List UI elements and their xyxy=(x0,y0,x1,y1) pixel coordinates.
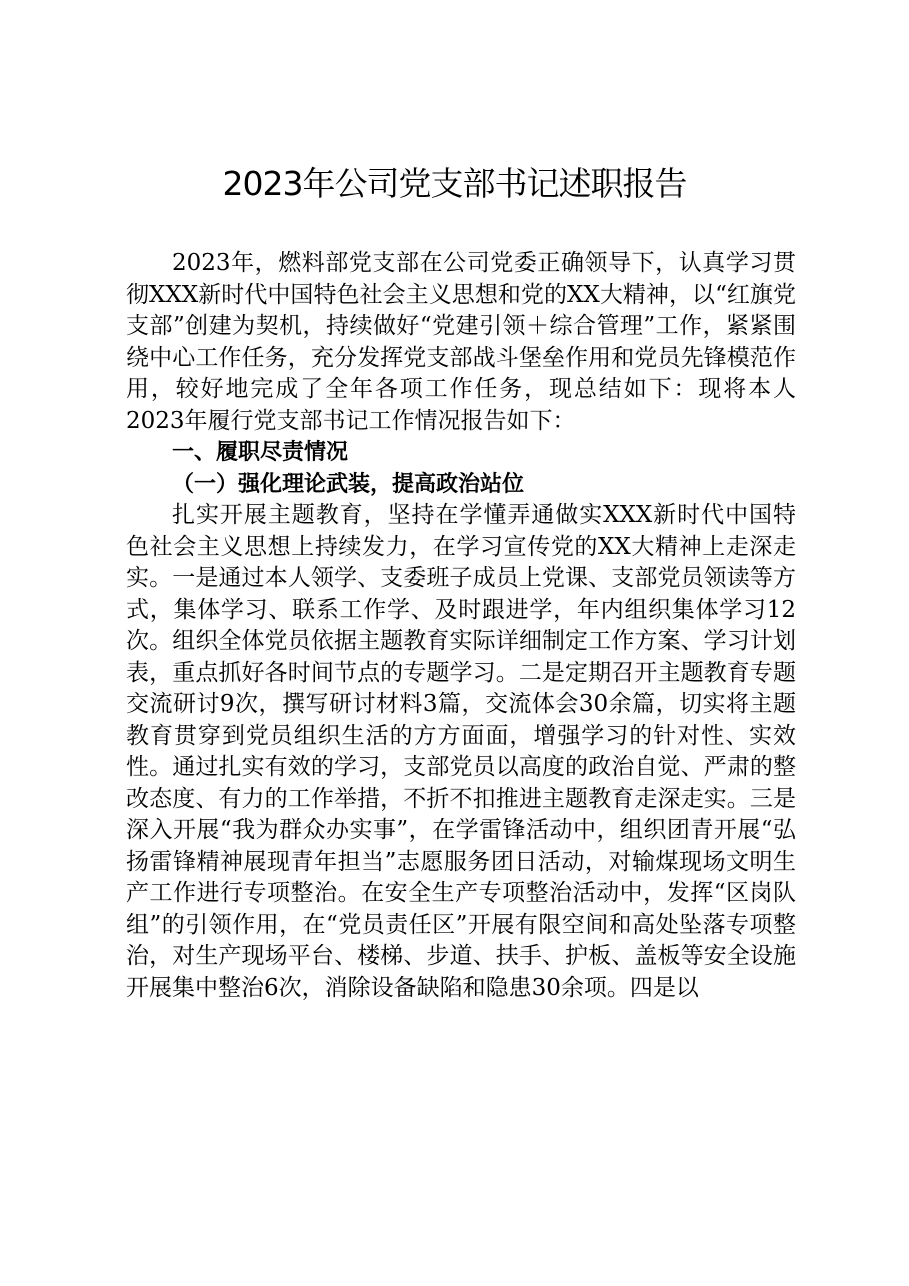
body-paragraph: 扎实开展主题教育，坚持在学懂弄通做实XXX新时代中国特色社会主义思想上持续发力，在学习宣传党的XX大精神上走深走实。一是通过本人领学、支委班子成员上党课、支部党员领读等方式，集体学习、联系工作学、及时跟进学，年内组织集体学习12次。组织全体党员依据主题教育实际详细制定工作方案、学习计划表，重点抓好各时间节点的专题学习。二是定期召开主题教育专题交流研讨9次，撰写研讨材料3篇，交流体会30余篇，切实将主题教育贯穿到党员组织生活的方方面面，增强学习的针对性、实效性。通过扎实有效的学习，支部党员以高度的政治自觉、严肃的整改态度、有力的工作举措，不折不扣推进主题教育走深走实。三是深入开展“我为群众办实事”，在学雷锋活动中，组织团青开展“弘扬雷锋精神展现青年担当”志愿服务团日活动，对输煤现场文明生产工作进行专项整治。在安全生产专项整治活动中，发挥“区岗队组”的引领作用，在“党员责任区”开展有限空间和高处坠落专项整治，对生产现场平台、楼梯、步道、扶手、护板、盖板等安全设施开展集中整治6次，消除设备缺陷和隐患30余项。四是以 xyxy=(126,502,796,1001)
subsection-heading: （一）强化理论武装，提高政治站位 xyxy=(172,470,525,497)
intro-paragraph: 2023年，燃料部党支部在公司党委正确领导下，认真学习贯彻XXX新时代中国特色社会主义思想和党的XX大精神，以“红旗党支部”创建为契机，持续做好“党建引领＋综合管理”工作，紧紧围绕中心工作任务，充分发挥党支部战斗堡垒作用和党员先锋模范作用，较好地完成了全年各项工作任务，现总结如下：现将本人2023年履行党支部书记工作情况报告如下： xyxy=(126,250,796,434)
section-heading: 一、履职尽责情况 xyxy=(172,440,349,465)
document-title: 2023年公司党支部书记述职报告 xyxy=(222,164,687,203)
document-body xyxy=(126,248,796,1004)
